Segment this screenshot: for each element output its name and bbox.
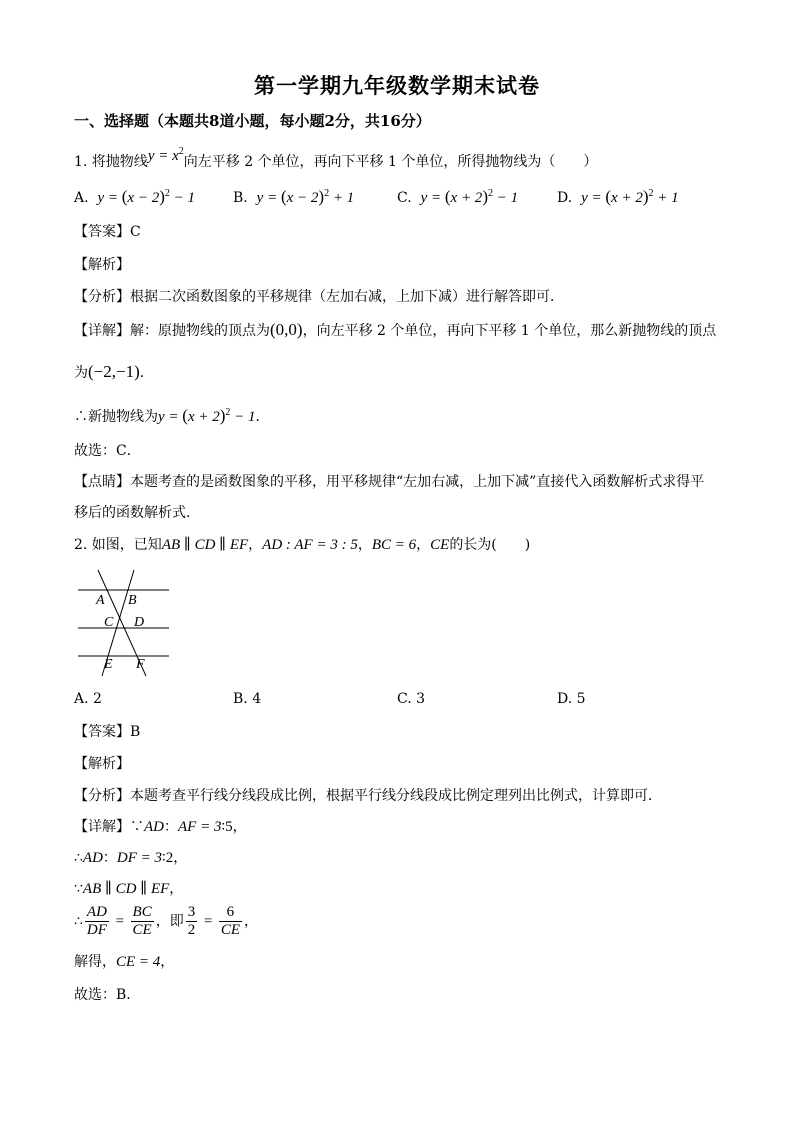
label-d: D <box>134 615 145 630</box>
q1-dianjing-2: 移后的函数解析式． <box>74 505 200 521</box>
q2-choice-d: D. 5 <box>557 691 586 707</box>
q2-fenxi: 【分析】本题考查平行线分线段成比例，根据平行线分线段成比例定理列出比例式，计算即可． <box>74 788 662 804</box>
q1-choice-d: D. $y = (x + 2)^2 + 1$ <box>557 187 679 206</box>
label-e: E <box>104 657 113 672</box>
q1-choice-b: B. $y = (x - 2)^2 + 1$ <box>233 187 355 206</box>
q1-choose: 故选：C． <box>74 443 141 459</box>
q1-detail-2: 为(−2,−1)． <box>74 362 154 381</box>
question-2-stem: 2. 如图，已知AB ∥ CD ∥ EF，AD : AF = 3 : 5，BC = 6，CE的长为( ) <box>74 537 531 553</box>
section-heading: 一、选择题（本题共8道小题，每小题2分，共16分） <box>74 112 431 130</box>
q2-proportion: ∴ $\frac{AD}{DF}$ = $\frac{BC}{CE}$ ，即 $\frac{3}{2}$ = $\frac{6}{CE}$ ， <box>74 904 259 938</box>
q2-detail-2: ∴AD：DF = 3∶2， <box>74 850 188 866</box>
q1-choice-c: C. $y = (x + 2)^2 - 1$ <box>397 187 519 206</box>
question-1-stem <box>74 148 597 172</box>
q1-stem-end: 向左平移 2 个单位，再向下平移 1 个单位，所得抛物线为（ ） <box>183 154 598 170</box>
q1-fenxi: 【分析】根据二次函数图象的平移规律（左加右减，上加下减）进行解答即可． <box>74 289 564 305</box>
q2-detail-1: 【详解】∵AD：AF = 3∶5， <box>74 819 247 835</box>
label-c: C <box>104 615 114 630</box>
q1-original-function: $y = x^2$ <box>147 146 184 164</box>
q1-dianjing-1: 【点睛】本题考查的是函数图象的平移，用平移规律“左加右减，上加下减”直接代入函数解析式求得平 <box>74 474 705 490</box>
q2-answer: 【答案】B <box>74 724 141 740</box>
q2-choice-b: B. 4 <box>233 691 262 707</box>
q1-answer: 【答案】C <box>74 224 141 240</box>
label-a: A <box>96 593 105 608</box>
q2-choice-c: C. 3 <box>397 691 426 707</box>
q1-detail-1: 【详解】解：原抛物线的顶点为(0,0)，向左平移 2 个单位，再向下平移 1 个单位，那么新抛物线的顶点 <box>74 320 717 339</box>
q1-stem-start: 1. 将抛物线 <box>74 154 148 170</box>
q1-choice-a: A. $y = (x - 2)^2 - 1$ <box>74 187 195 206</box>
q2-analysis-label: 【解析】 <box>74 756 130 772</box>
label-b: B <box>128 593 137 608</box>
q2-choice-a: A. 2 <box>74 691 102 707</box>
q1-analysis-label: 【解析】 <box>74 257 130 273</box>
q1-therefore: ∴新抛物线为$y = (x + 2)^2 - 1$． <box>74 406 270 425</box>
label-f: F <box>136 657 145 672</box>
page-title: 第一学期九年级数学期末试卷 <box>254 73 540 98</box>
q2-detail-3: ∵AB ∥ CD ∥ EF， <box>74 881 184 897</box>
q2-choose: 故选：B． <box>74 987 141 1003</box>
q2-solve: 解得，CE = 4， <box>74 954 175 970</box>
parallel-lines-figure <box>74 568 174 678</box>
